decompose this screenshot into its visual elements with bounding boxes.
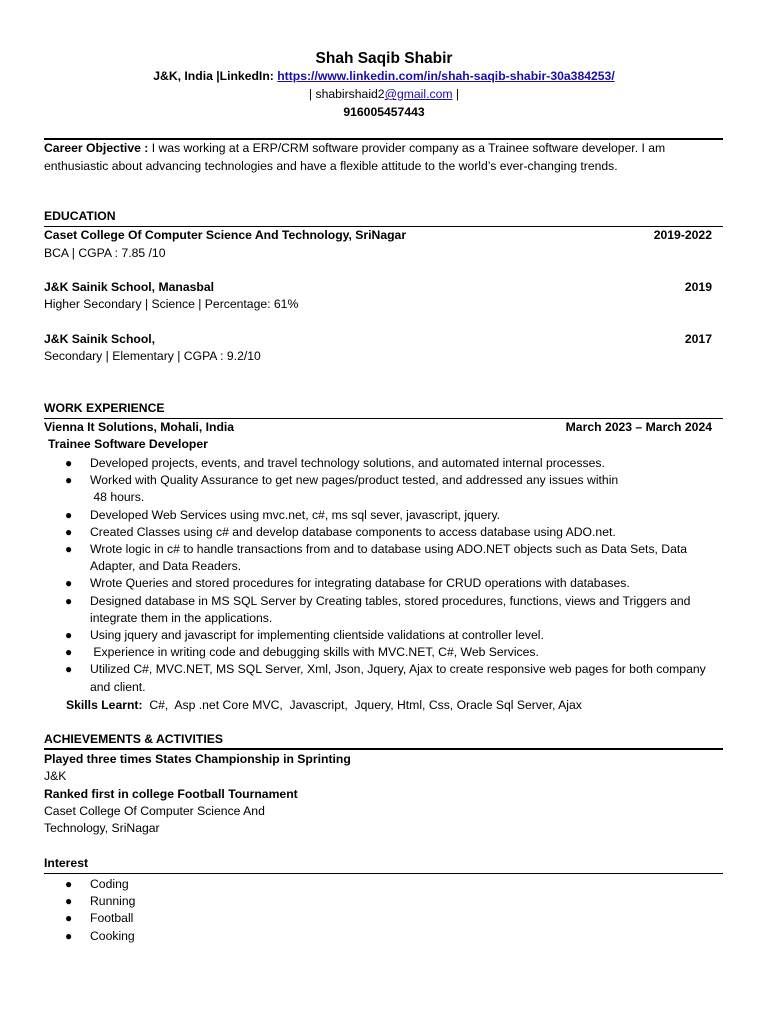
achievement-detail: Caset College Of Computer Science And <box>44 804 265 818</box>
achievement-detail: Technology, SriNagar <box>44 821 160 835</box>
bullet-icon: ● <box>65 645 73 660</box>
list-item: ● Experience in writing code and debugging skills with MVC.NET, C#, Web Services. <box>65 644 725 661</box>
list-item: ● Running <box>65 893 725 910</box>
education-years: 2019-2022 <box>653 228 712 242</box>
list-item: ● Wrote Queries and stored procedures for integrating database for CRUD operations with databases. <box>65 575 725 592</box>
education-school: J&K Sainik School, <box>44 332 156 346</box>
list-item: ● Designed database in MS SQL Server by Creating tables, stored procedures, functions, views and Triggers and integrate them in the applications. <box>65 593 691 625</box>
education-years: 2017 <box>684 332 712 346</box>
achievement-detail: J&K <box>44 769 67 783</box>
achievements-divider <box>44 748 723 750</box>
education-divider <box>44 226 723 227</box>
career-objective <box>44 141 665 155</box>
list-item: ● Wrote logic in c# to handle transactions from and to database using ADO.NET objects such as Data Sets, Data Adapter, and Data Readers. <box>65 542 688 574</box>
achievement-title: Ranked first in college Football Tournament <box>44 787 298 801</box>
bullet-icon: ● <box>65 894 73 909</box>
education-years: 2019 <box>684 280 712 294</box>
skills-list: C#, Asp .net Core MVC, Javascript, Jquery, Html, Css, Oracle Sql Server, Ajax <box>142 698 582 712</box>
work-divider <box>44 418 723 419</box>
work-experience-heading: WORK EXPERIENCE <box>44 401 165 415</box>
company-name: Vienna It Solutions, Mohali, India <box>44 420 235 434</box>
education-details: Higher Secondary | Science | Percentage: 61% <box>44 297 299 311</box>
bullet-icon: ● <box>65 473 73 488</box>
bullet-icon: ● <box>65 507 73 522</box>
email-prefix: | shabirshaid2 <box>308 87 385 101</box>
bullet-icon: ● <box>65 662 73 677</box>
email-line <box>0 87 768 101</box>
bullet-icon: ● <box>65 593 73 608</box>
contact-line <box>0 69 768 83</box>
job-title: Trainee Software Developer <box>48 437 208 451</box>
list-item: ● Cooking <box>65 928 725 945</box>
candidate-name: Shah Saqib Shabir <box>315 50 453 67</box>
interest-heading: Interest <box>44 856 89 870</box>
achievements-heading: ACHIEVEMENTS & ACTIVITIES <box>44 732 223 746</box>
education-school: Caset College Of Computer Science And Technology, SriNagar <box>44 228 407 242</box>
list-item: ● Developed Web Services using mvc.net, c#, ms sql sever, javascript, jquery. <box>65 507 725 524</box>
responsibilities-list <box>65 455 725 696</box>
interest-list <box>65 876 725 945</box>
list-item: ● Created Classes using c# and develop database components to access database using ADO.net. <box>65 524 725 541</box>
list-item: ● Developed projects, events, and travel technology solutions, and automated internal processes. <box>65 455 725 472</box>
bullet-icon: ● <box>65 576 73 591</box>
employment-dates: March 2023 – March 2024 <box>565 420 712 434</box>
bullet-icon: ● <box>65 911 73 926</box>
education-details: BCA | CGPA : 7.85 /10 <box>44 246 166 260</box>
list-item: ● Utilized C#, MVC.NET, MS SQL Server, Xml, Json, Jquery, Ajax to create responsive web pages for both company and client. <box>65 662 706 694</box>
bullet-icon: ● <box>65 456 73 470</box>
list-item: ● Football <box>65 910 725 927</box>
education-details: Secondary | Elementary | CGPA : 9.2/10 <box>44 349 261 363</box>
education-heading: EDUCATION <box>44 209 116 223</box>
interest-divider <box>44 873 723 874</box>
bullet-icon: ● <box>65 928 73 943</box>
objective-text-line2: enthusiastic about advancing technologies and have a flexible attitude to the world’s ever-changing trends. <box>44 159 618 173</box>
phone-number: 916005457443 <box>343 105 425 119</box>
education-school: J&K Sainik School, Manasbal <box>44 280 214 294</box>
bullet-icon: ● <box>65 542 73 557</box>
achievement-title: Played three times States Championship in Sprinting <box>44 752 351 766</box>
email-link[interactable]: @gmail.com <box>384 87 453 101</box>
list-item: ● Worked with Quality Assurance to get new pages/product tested, and addressed any issues within 48 hours. <box>65 473 619 505</box>
list-item: ● Using jquery and javascript for implementing clientside validations at controller level. <box>65 627 725 644</box>
list-item: ● Coding <box>65 876 725 893</box>
objective-label: Career Objective : <box>44 141 149 155</box>
email-suffix: | <box>452 87 460 101</box>
objective-text-line1: I was working at a ERP/CRM software provider company as a Trainee software developer. I am <box>148 141 666 155</box>
bullet-icon: ● <box>65 877 73 891</box>
location-label: J&K, India |LinkedIn: <box>153 69 278 83</box>
header-divider <box>44 138 723 140</box>
bullet-icon: ● <box>65 628 73 643</box>
skills-label: Skills Learnt: <box>66 698 143 712</box>
bullet-icon: ● <box>65 524 73 539</box>
skills-learnt <box>66 698 582 712</box>
linkedin-link[interactable]: https://www.linkedin.com/in/shah-saqib-shabir-30a384253/ <box>277 69 615 83</box>
